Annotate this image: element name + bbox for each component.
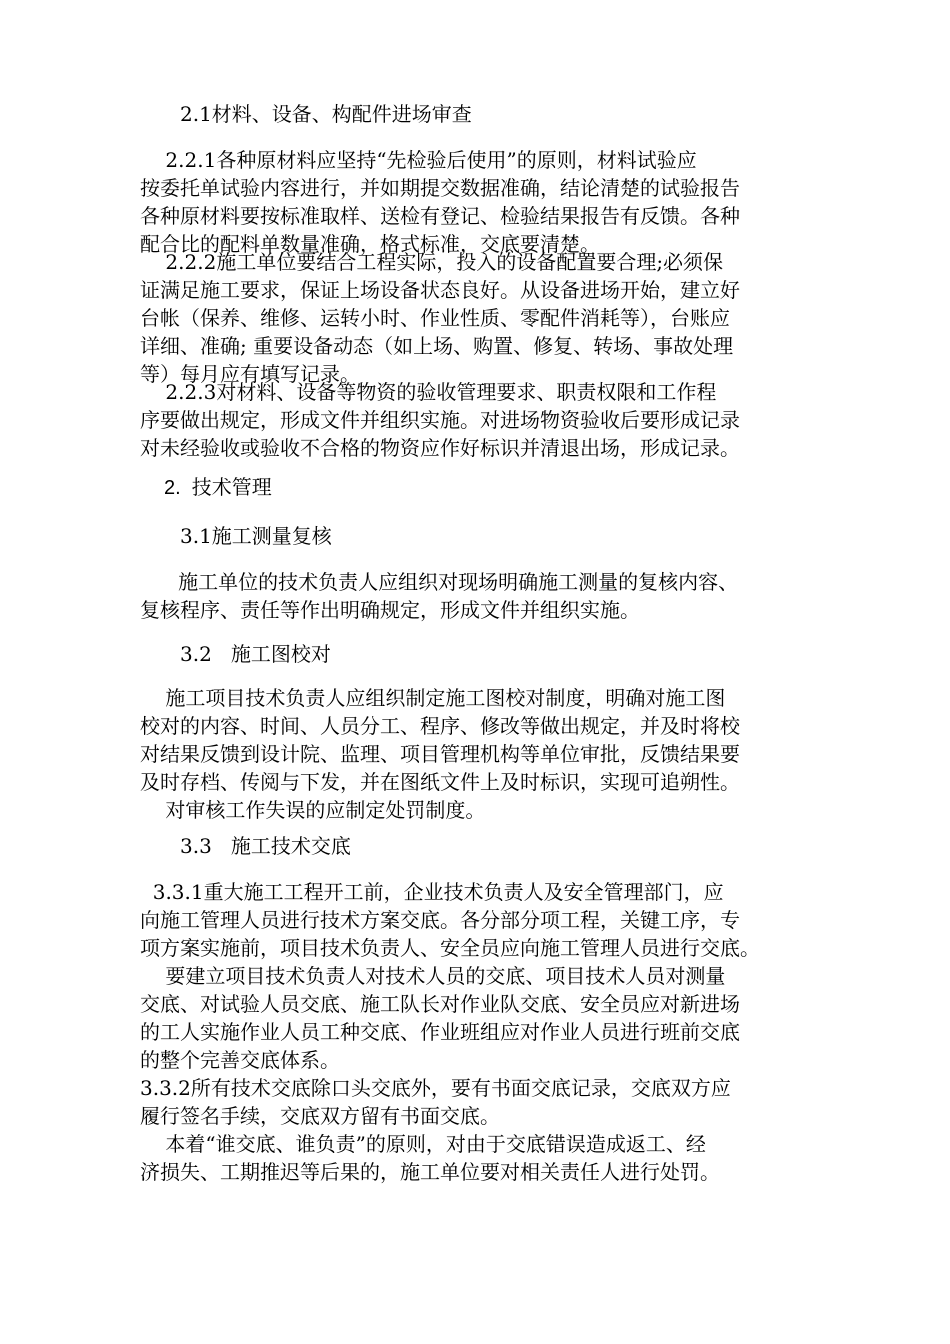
text-line: 2.2.3对材料、设备等物资的验收管理要求、职责权限和工作程 — [140, 380, 717, 404]
paragraph-2-2-2 — [140, 248, 830, 388]
paragraph-3-1 — [140, 568, 830, 624]
text-line: 证满足施工要求，保证上场设备状态良好。从设备进场开始，建立好 — [140, 278, 740, 302]
text-line: 施工项目技术负责人应组织制定施工图校对制度，明确对施工图 — [140, 686, 726, 710]
heading-text: 2.1材料、设备、构配件进场审查 — [180, 102, 472, 126]
paragraph-3-2 — [140, 684, 830, 824]
text-line: 序要做出规定，形成文件并组织实施。对进场物资验收后要形成记录 — [140, 408, 740, 432]
heading-text: 3.1施工测量复核 — [180, 524, 332, 548]
text-line: 配合比的配料单数量准确，格式标准，交底要清楚。 — [140, 232, 600, 256]
paragraph-3-3-2 — [140, 1074, 830, 1186]
text-line: 向施工管理人员进行技术方案交底。各分部分项工程，关键工序，专 — [140, 908, 740, 932]
text-line: 对审核工作失误的应制定处罚制度。 — [140, 798, 486, 822]
paragraph-3-3-1 — [140, 878, 830, 1074]
text-line: 履行签名手续，交底双方留有书面交底。 — [140, 1104, 500, 1128]
text-line: 及时存档、传阅与下发，并在图纸文件上及时标识，实现可追朔性。 — [140, 770, 740, 794]
text-line: 2.2.2施工单位要结合工程实际，投入的设备配置要合理;必须保 — [140, 250, 724, 274]
text-line: 2.2.1各种原材料应坚持“先检验后使用”的原则，材料试验应 — [140, 148, 697, 172]
text-line: 3.3.2所有技术交底除口头交底外，要有书面交底记录，交底双方应 — [140, 1076, 731, 1100]
paragraph-2-2-3 — [140, 378, 830, 462]
text-line: 要建立项目技术负责人对技术人员的交底、项目技术人员对测量 — [140, 964, 726, 988]
text-line: 济损失、工期推迟等后果的，施工单位要对相关责任人进行处罚。 — [140, 1160, 720, 1184]
heading-3-1 — [140, 522, 830, 550]
text-line: 校对的内容、时间、人员分工、程序、修改等做出规定，并及时将校 — [140, 714, 740, 738]
text-line: 3.3.1重大施工工程开工前，企业技术负责人及安全管理部门，应 — [140, 880, 724, 904]
heading-2 — [140, 474, 830, 502]
text-line: 台帐（保养、维修、运转小时、作业性质、零配件消耗等），台账应 — [140, 306, 730, 330]
text-line: 的工人实施作业人员工种交底、作业班组应对作业人员进行班前交底 — [140, 1020, 740, 1044]
text-line: 项方案实施前，项目技术负责人、安全员应向施工管理人员进行交底。 — [140, 936, 760, 960]
text-line: 详细、准确; 重要设备动态（如上场、购置、修复、转场、事故处理 — [140, 334, 734, 358]
text-line: 按委托单试验内容进行，并如期提交数据准确，结论清楚的试验报告 — [140, 176, 740, 200]
heading-text: 3.2 施工图校对 — [180, 642, 331, 666]
text-line: 交底、对试验人员交底、施工队长对作业队交底、安全员应对新进场 — [140, 992, 740, 1016]
heading-3-2 — [140, 640, 830, 668]
text-line: 本着“谁交底、谁负责”的原则，对由于交底错误造成返工、经 — [140, 1132, 706, 1156]
paragraph-2-2-1 — [140, 146, 830, 258]
heading-text: 3.3 施工技术交底 — [180, 834, 351, 858]
heading-3-3 — [140, 832, 830, 860]
text-line: 的整个完善交底体系。 — [140, 1048, 340, 1072]
text-line: 复核程序、责任等作出明确规定，形成文件并组织实施。 — [140, 598, 640, 622]
text-line: 等）每月应有填写记录。 — [140, 362, 360, 386]
heading-text: 2. 技术管理 — [164, 477, 272, 499]
heading-2-1 — [140, 100, 830, 128]
text-line: 施工单位的技术负责人应组织对现场明确施工测量的复核内容、 — [140, 570, 739, 594]
text-line: 对结果反馈到设计院、监理、项目管理机构等单位审批，反馈结果要 — [140, 742, 740, 766]
text-line: 对未经验收或验收不合格的物资应作好标识并清退出场，形成记录。 — [140, 436, 740, 460]
text-line: 各种原材料要按标准取样、送检有登记、检验结果报告有反馈。各种 — [140, 204, 740, 228]
